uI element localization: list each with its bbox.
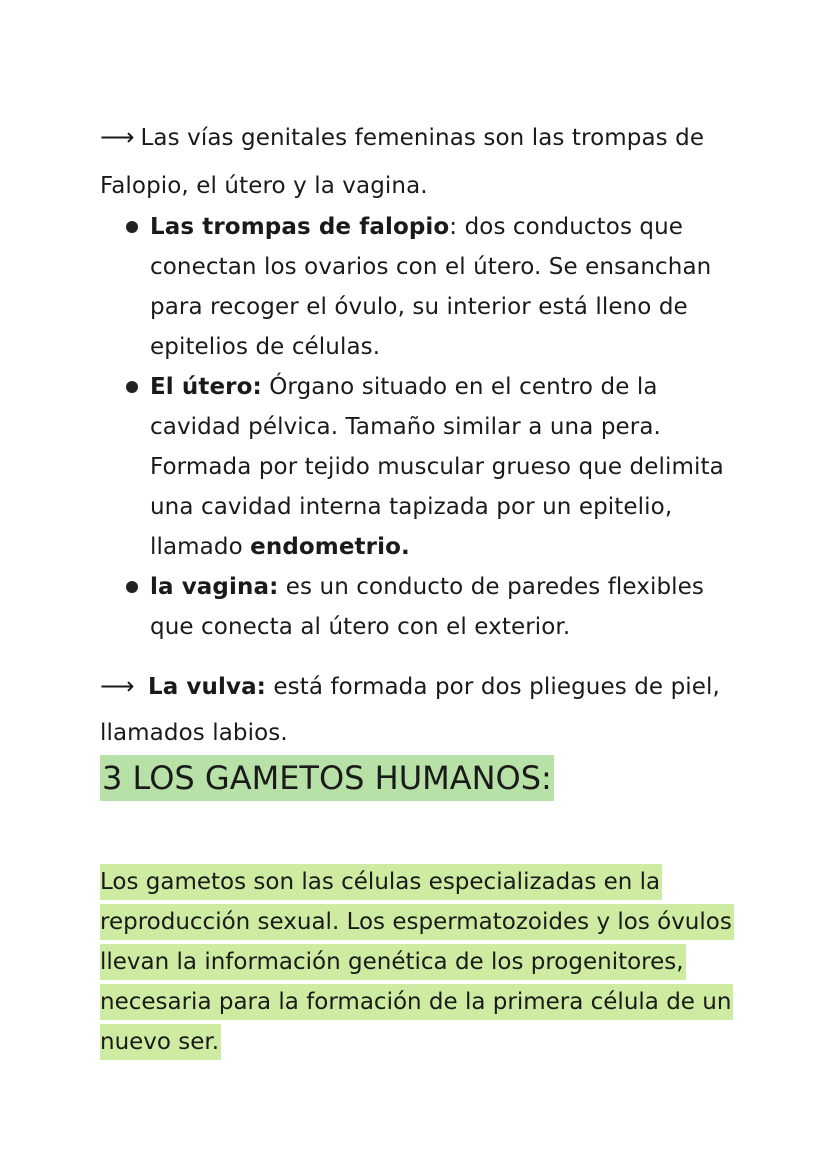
intro-text: Las vías genitales femeninas son las trompas de (140, 125, 705, 151)
intro-line-1 (100, 122, 704, 153)
vulva-line-1 (100, 671, 720, 702)
gametos-line-1: Los gametos son las células especializadas en la (100, 864, 662, 900)
gametos-line-3: llevan la información genética de los progenitores, (100, 944, 686, 980)
bullet-trompas-line-3: para recoger el óvulo, su interior está lleno de (150, 294, 688, 320)
term-endometrio: endometrio. (250, 534, 410, 560)
intro-line-2: Falopio, el útero y la vagina. (100, 173, 428, 199)
bullet-dot-icon (126, 381, 138, 393)
gametos-line-4: necesaria para la formación de la primera célula de un (100, 984, 733, 1020)
bullet-text: es un conducto de paredes flexibles (278, 574, 704, 600)
term-vagina: la vagina: (150, 574, 279, 600)
bullet-vagina-line-2: que conecta al útero con el exterior. (150, 614, 571, 640)
arrow-icon: ⟶ (100, 672, 135, 700)
gametos-line-5: nuevo ser. (100, 1024, 221, 1060)
bullet-text: dos conductos que (457, 214, 684, 240)
bullet-trompas-line-1 (150, 212, 683, 242)
bullet-utero-line-5 (150, 532, 410, 562)
bullet-trompas-line-4: epitelios de células. (150, 334, 381, 360)
gametos-line-2: reproducción sexual. Los espermatozoides y los óvulos (100, 904, 734, 940)
arrow-icon: ⟶ (100, 123, 135, 151)
term-vulva: La vulva: (147, 674, 266, 700)
vulva-line-2: llamados labios. (100, 720, 288, 746)
bullet-dot-icon (126, 221, 138, 233)
bullet-utero-line-4: una cavidad interna tapizada por un epitelio, (150, 494, 673, 520)
bullet-vagina-line-1 (150, 572, 704, 602)
bullet-trompas-line-2: conectan los ovarios con el útero. Se ensanchan (150, 254, 712, 280)
bullet-text: Órgano situado en el centro de la (261, 374, 658, 400)
bullet-dot-icon (126, 581, 138, 593)
term-utero: El útero: (150, 374, 262, 400)
vulva-text: está formada por dos pliegues de piel, (265, 674, 720, 700)
bullet-utero-line-3: Formada por tejido muscular grueso que delimita (150, 454, 724, 480)
section-heading: 3 LOS GAMETOS HUMANOS: (100, 755, 554, 801)
term-separator: : (449, 214, 458, 240)
bullet-utero-line-1 (150, 372, 658, 402)
term-trompas: Las trompas de falopio (150, 214, 450, 240)
bullet-utero-line-2: cavidad pélvica. Tamaño similar a una pera. (150, 414, 661, 440)
bullet-text: llamado (150, 534, 251, 560)
